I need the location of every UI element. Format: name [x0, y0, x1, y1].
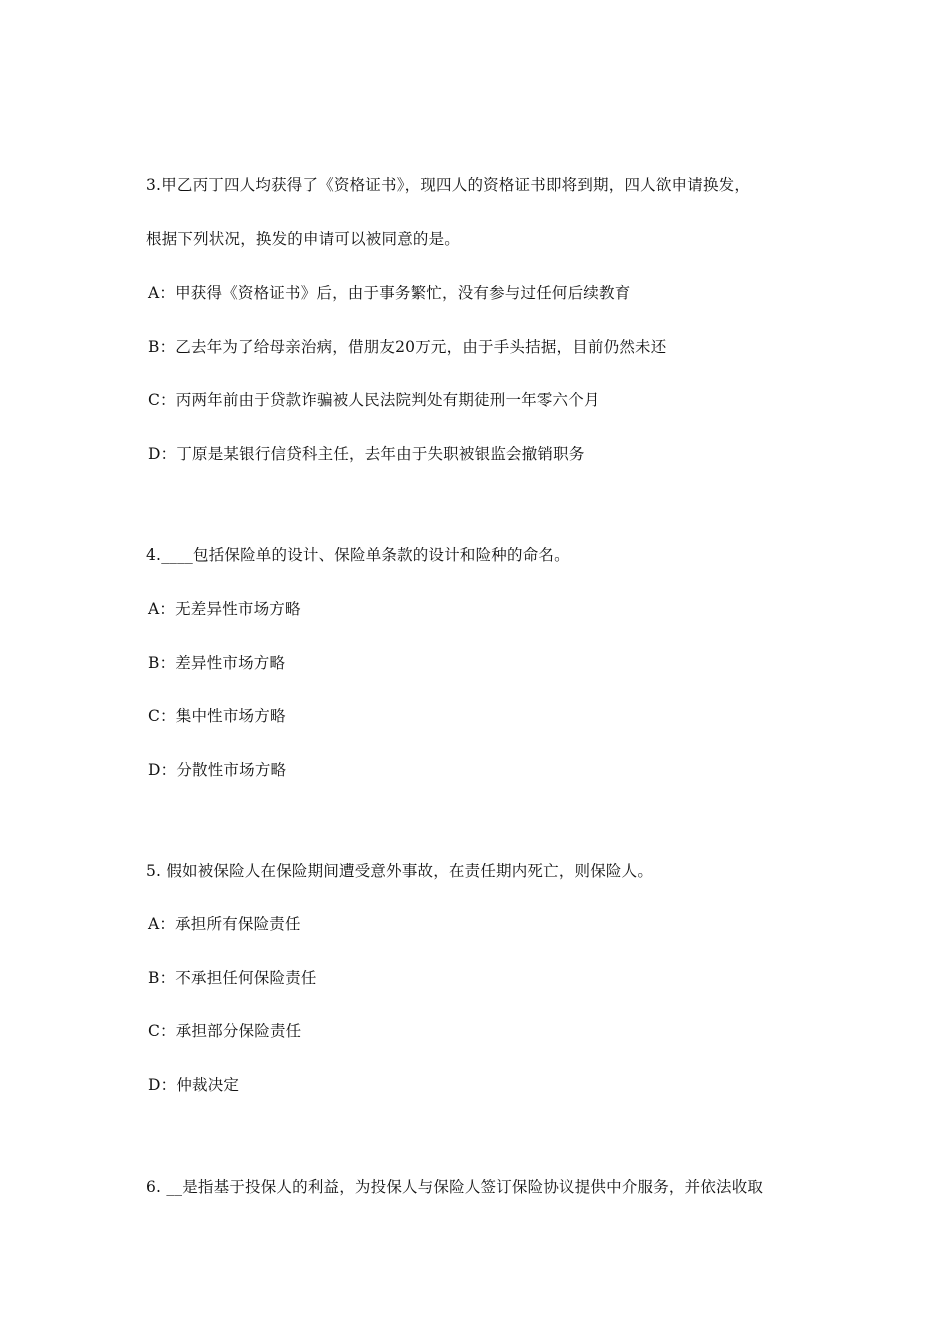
question-5-option-d: D：仲裁决定	[148, 1076, 240, 1094]
question-5-option-b: B：不承担任何保险责任	[148, 969, 317, 987]
question-6-stem-line-1: 6. __是指基于投保人的利益，为投保人与保险人签订保险协议提供中介服务，并依法收取	[146, 1178, 764, 1196]
question-5-option-a: A：承担所有保险责任	[148, 915, 301, 933]
question-4-stem-line-1: 4.____包括保险单的设计、保险单条款的设计和险种的命名。	[146, 546, 570, 564]
question-3-stem-line-1: 3.甲乙丙丁四人均获得了《资格证书》，现四人的资格证书即将到期，四人欲申请换发，	[146, 176, 751, 194]
question-4-option-d: D：分散性市场方略	[148, 761, 287, 779]
question-5-stem-line-1: 5. 假如被保险人在保险期间遭受意外事故，在责任期内死亡，则保险人。	[146, 862, 654, 880]
question-4-option-c: C：集中性市场方略	[148, 707, 286, 725]
question-3-option-d: D：丁原是某银行信贷科主任，去年由于失职被银监会撤销职务	[148, 445, 585, 463]
question-4-option-b: B：差异性市场方略	[148, 654, 286, 672]
question-4-option-a: A：无差异性市场方略	[148, 600, 301, 618]
question-3-option-b: B：乙去年为了给母亲治病，借朋友20万元，由于手头拮据，目前仍然未还	[148, 338, 667, 356]
question-3-stem-line-2: 根据下列状况，换发的申请可以被同意的是。	[146, 230, 461, 248]
question-5-option-c: C：承担部分保险责任	[148, 1022, 302, 1040]
question-3-option-c: C：丙两年前由于贷款诈骗被人民法院判处有期徒刑一年零六个月	[148, 391, 600, 409]
question-3-option-a: A：甲获得《资格证书》后，由于事务繁忙，没有参与过任何后续教育	[148, 284, 631, 302]
